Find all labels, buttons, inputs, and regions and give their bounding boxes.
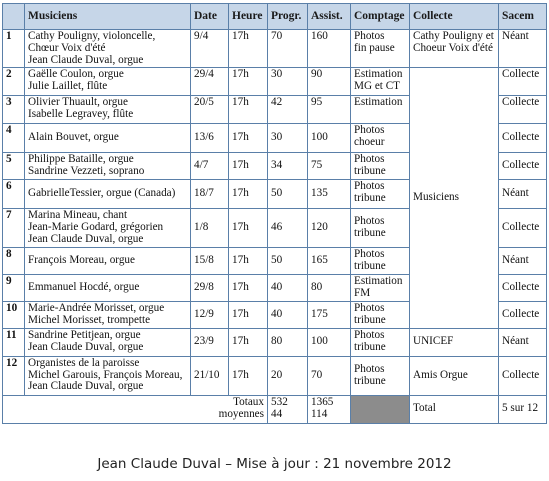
comptage-line: Photos [354,30,385,42]
musician-line: Philippe Bataille, orgue [28,153,134,166]
progr-cell: 70 [268,30,308,68]
table-row [3,356,547,395]
date-cell: 20/5 [191,96,229,124]
assist-cell: 165 [308,247,351,274]
heure-cell: 17h [229,247,268,274]
comptage-line: Photos [354,301,385,314]
row-number: 6 [3,180,25,209]
heure-cell: 17h [229,96,268,124]
musicians-cell [25,301,191,328]
date-cell: 9/4 [191,30,229,68]
comptage-line: tribune [354,313,386,326]
sacem-cell: Collecte [499,209,547,247]
totals-label-cell [3,395,268,423]
sacem-cell: Néant [499,30,547,68]
assist-cell: 175 [308,301,351,328]
concert-table-container [2,3,547,424]
comptage-totals-cell [351,395,410,423]
date-cell: 1/8 [191,209,229,247]
musicians-cell [25,209,191,247]
comptage-line: MG et CT [354,80,400,93]
sacem-cell: Collecte [499,96,547,124]
progr-cell: 42 [268,96,308,124]
musician-line: Marie-Andrée Morisset, orgue [28,301,165,314]
musicians-cell [25,328,191,356]
assist-cell: 135 [308,180,351,209]
date-cell: 21/10 [191,356,229,395]
progr-cell: 50 [268,247,308,274]
totals-label: Totaux [233,395,264,408]
progr-cell: 20 [268,356,308,395]
musicians-cell [25,356,191,395]
date-cell: 23/9 [191,328,229,356]
musician-line: Jean Claude Duval, orgue [28,380,144,393]
sacem-cell: Néant [499,247,547,274]
musician-line: Olivier Thuault, orgue [28,96,128,109]
assist-average: 114 [311,407,328,420]
assist-cell: 95 [308,96,351,124]
comptage-line: Photos [354,328,385,341]
header-comptage: Comptage [351,4,410,30]
date-cell: 29/4 [191,68,229,96]
date-cell: 18/7 [191,180,229,209]
header-collecte: Collecte [410,4,499,30]
header-number [3,4,25,30]
header-musiciens: Musiciens [25,4,191,30]
progr-average: 44 [271,407,283,420]
heure-cell: 17h [229,356,268,395]
musician-line: Emmanuel Hocdé, orgue [28,280,140,293]
assist-cell: 75 [308,153,351,180]
heure-cell: 17h [229,328,268,356]
row-number: 4 [3,124,25,153]
heure-cell: 17h [229,301,268,328]
update-footer: Jean Claude Duval – Mise à jour : 21 novembre 2012 [97,456,452,472]
header-row [3,4,547,30]
collecte-line: Choeur Voix d'été [413,41,493,54]
collecte-cell [410,328,499,356]
comptage-line: tribune [354,192,386,205]
heure-cell: 17h [229,274,268,301]
sacem-cell: Collecte [499,356,547,395]
row-number: 7 [3,209,25,247]
musician-line: Alain Bouvet, orgue [28,131,119,144]
assist-cell: 80 [308,274,351,301]
comptage-cell [351,180,410,209]
date-cell: 12/9 [191,301,229,328]
musicians-cell [25,180,191,209]
sacem-cell: Collecte [499,124,547,153]
date-cell: 29/8 [191,274,229,301]
musicians-cell [25,68,191,96]
comptage-cell [351,124,410,153]
row-number: 11 [3,328,25,356]
comptage-cell [351,301,410,328]
row-number: 5 [3,153,25,180]
musicians-cell [25,30,191,68]
heure-cell: 17h [229,153,268,180]
sacem-cell: Néant [499,180,547,209]
totals-row [3,395,547,423]
row-number: 3 [3,96,25,124]
comptage-line: choeur [354,136,385,149]
comptage-line: Photos [354,215,385,228]
comptage-line: Photos [354,180,385,193]
comptage-cell [351,328,410,356]
comptage-line: Estimation [354,274,403,287]
concert-table [2,3,547,424]
collecte-line: UNICEF [413,335,454,348]
comptage-line: tribune [354,340,386,353]
row-number: 8 [3,247,25,274]
header-heure: Heure [229,4,268,30]
progr-cell: 40 [268,301,308,328]
musician-line: François Moreau, orgue [28,253,135,266]
collecte-musiciens-cell: Musiciens [410,68,499,328]
comptage-line: Estimation [354,68,403,81]
assist-totals-cell [308,395,351,423]
heure-cell: 17h [229,124,268,153]
comptage-cell [351,96,410,124]
collecte-line: Amis Orgue [413,368,468,381]
comptage-cell [351,68,410,96]
musician-line: Chœur Voix d'été [28,41,106,54]
comptage-line: Photos [354,247,385,260]
musician-line: Michel Garouis, François Moreau, [28,368,183,381]
musicians-cell [25,247,191,274]
date-cell: 13/6 [191,124,229,153]
progr-cell: 30 [268,68,308,96]
heure-cell: 17h [229,180,268,209]
musicians-cell [25,274,191,301]
table-row [3,328,547,356]
musician-line: Julie Laillet, flûte [28,80,108,93]
collecte-line: Cathy Pouligny et [413,30,494,42]
comptage-line: tribune [354,227,386,240]
assist-cell: 100 [308,328,351,356]
assist-cell: 100 [308,124,351,153]
musician-line: Organistes de la paroisse [28,356,140,369]
progr-totals-cell [268,395,308,423]
heure-cell: 17h [229,209,268,247]
progr-cell: 80 [268,328,308,356]
musician-line: Gaëlle Coulon, orgue [28,68,124,81]
sacem-cell: Néant [499,328,547,356]
header-date: Date [191,4,229,30]
assist-cell: 160 [308,30,351,68]
collecte-total-label: Total [410,395,499,423]
musicians-cell [25,96,191,124]
row-number: 10 [3,301,25,328]
comptage-cell [351,247,410,274]
assist-cell: 70 [308,356,351,395]
comptage-line: Photos [354,124,385,137]
sacem-total: 5 sur 12 [499,395,547,423]
header-progr: Progr. [268,4,308,30]
progr-cell: 30 [268,124,308,153]
musician-line: GabrielleTessier, orgue (Canada) [28,187,176,200]
row-number: 1 [3,30,25,68]
musician-line: Marina Mineau, chant [28,209,128,222]
date-cell: 4/7 [191,153,229,180]
musicians-cell [25,124,191,153]
sacem-cell: Collecte [499,153,547,180]
comptage-cell [351,153,410,180]
comptage-line: FM [354,286,371,299]
table-row [3,68,547,96]
progr-cell: 50 [268,180,308,209]
musician-line: Jean Claude Duval, orgue [28,53,144,66]
assist-total: 1365 [311,395,334,408]
musician-line: Jean Claude Duval, orgue [28,232,144,245]
comptage-line: Estimation [354,96,403,109]
row-number: 2 [3,68,25,96]
progr-cell: 34 [268,153,308,180]
musicians-cell [25,153,191,180]
progr-cell: 40 [268,274,308,301]
comptage-line: tribune [354,165,386,178]
heure-cell: 17h [229,68,268,96]
sacem-cell: Collecte [499,68,547,96]
comptage-line: tribune [354,259,386,272]
musician-line: Sandrine Petitjean, orgue [28,328,141,341]
musician-line: Cathy Pouligny, violoncelle, [28,30,156,42]
progr-total: 532 [271,395,288,408]
comptage-cell [351,209,410,247]
assist-cell: 90 [308,68,351,96]
musician-line: Isabelle Legravey, flûte [28,108,134,121]
comptage-line: fin pause [354,41,395,54]
heure-cell: 17h [229,30,268,68]
progr-cell: 46 [268,209,308,247]
header-sacem: Sacem [499,4,547,30]
sacem-cell: Collecte [499,274,547,301]
collecte-cell [410,356,499,395]
comptage-cell [351,30,410,68]
collecte-cell [410,30,499,68]
date-cell: 15/8 [191,247,229,274]
musician-line: Sandrine Vezzeti, soprano [28,165,145,178]
row-number: 9 [3,274,25,301]
comptage-line: Photos [354,153,385,166]
assist-cell: 120 [308,209,351,247]
musician-line: Michel Morisset, trompette [28,313,151,326]
comptage-line: Photos [354,362,385,375]
musician-line: Jean Claude Duval, orgue [28,340,144,353]
comptage-cell [351,274,410,301]
row-number: 12 [3,356,25,395]
sacem-cell: Collecte [499,301,547,328]
header-assist: Assist. [308,4,351,30]
table-row [3,30,547,68]
comptage-line: tribune [354,374,386,387]
musician-line: Jean-Marie Godard, grégorien [28,221,164,234]
averages-label: moyennes [218,407,264,420]
comptage-cell [351,356,410,395]
